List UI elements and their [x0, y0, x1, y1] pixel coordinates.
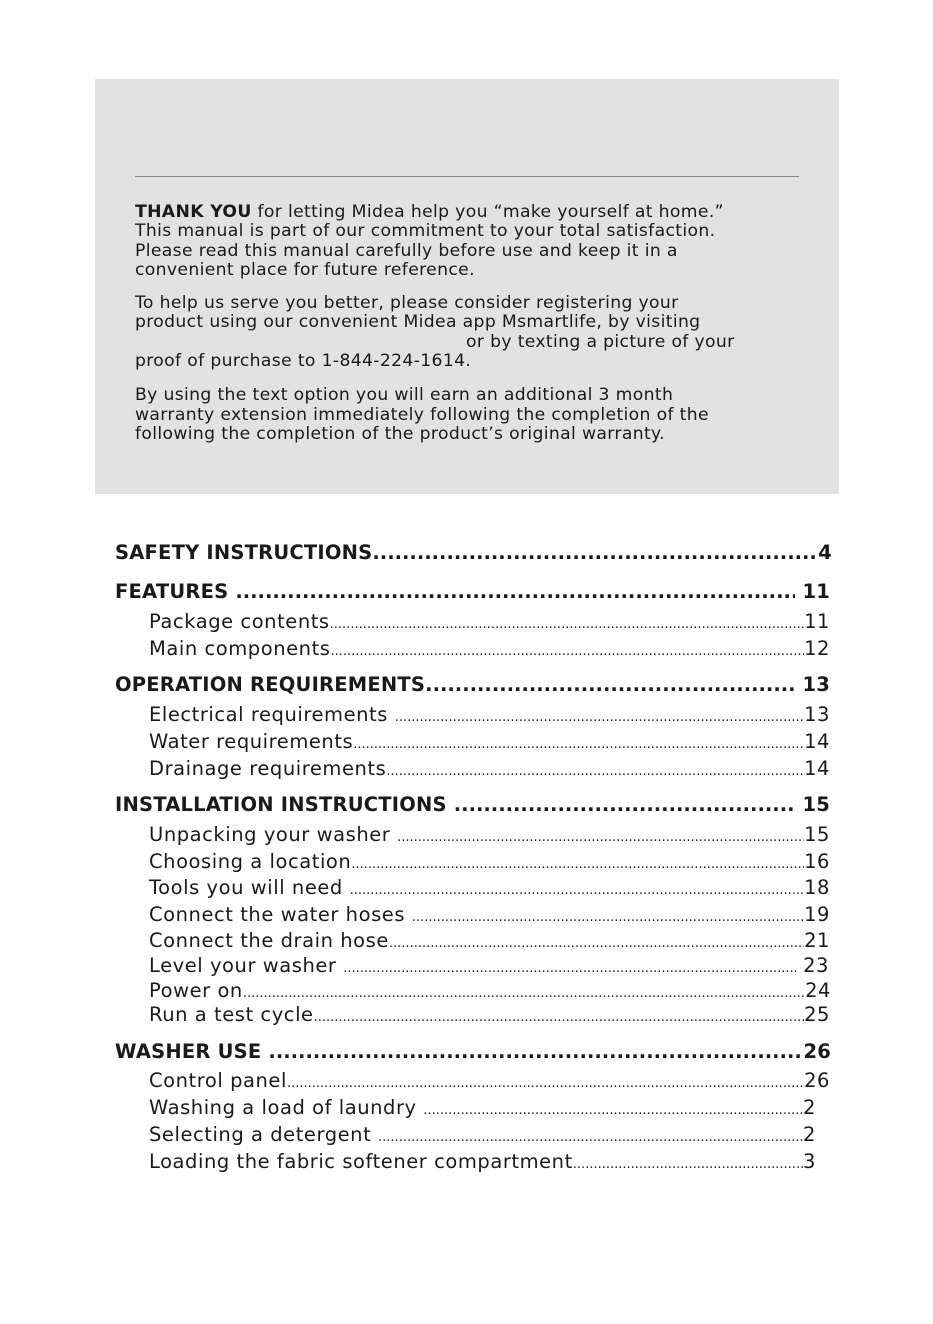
toc-page-number: 4: [818, 541, 832, 564]
toc-dot-leader: [389, 936, 804, 951]
toc-dot-leader: [573, 1157, 803, 1172]
toc-dot-leader: [350, 883, 804, 898]
intro-text-line: following the completion of the product’s original warranty.: [135, 423, 665, 444]
intro-text-line: Please read this manual carefully before use and keep it in a: [135, 240, 678, 261]
toc-entry-label: SAFETY INSTRUCTIONS: [115, 541, 373, 564]
toc-entry-label: Connect the water hoses: [149, 903, 412, 926]
intro-text: [135, 203, 815, 458]
toc-entry-label: FEATURES: [115, 580, 236, 603]
toc-dot-leader: [454, 793, 796, 816]
intro-text-line: To help us serve you better, please consider registering your: [135, 293, 679, 314]
toc-entry-label: Connect the drain hose: [149, 929, 389, 952]
toc-subsection-entry: [149, 1096, 816, 1119]
intro-paragraph-register: [135, 294, 815, 371]
toc-entry-label: INSTALLATION INSTRUCTIONS: [115, 793, 454, 816]
toc-page-number: 18: [804, 876, 830, 899]
toc-section-entry: [115, 541, 832, 564]
toc-entry-label: OPERATION REQUIREMENTS: [115, 673, 426, 696]
toc-page-number: 11: [804, 610, 830, 633]
intro-text-line: By using the text option you will earn an additional 3 month: [135, 385, 674, 406]
intro-text-line: warranty extension immediately following the completion of the: [135, 404, 709, 425]
toc-subsection-entry: [149, 1150, 816, 1173]
intro-text-line: product using our convenient Midea app Msmartlife, by visiting: [135, 312, 701, 333]
toc-page-number: 12: [804, 637, 830, 660]
toc-dot-leader: [378, 1130, 803, 1145]
toc-subsection-entry: [149, 979, 831, 1002]
intro-text-line: convenient place for future reference.: [135, 259, 475, 280]
intro-text-line: proof of purchase to 1-844-224-1614.: [135, 351, 472, 372]
toc-page-number: 2: [803, 1123, 816, 1146]
toc-dot-leader: [425, 673, 795, 696]
toc-entry-label: Water requirements: [149, 730, 354, 753]
toc-page-number: 19: [804, 903, 830, 926]
toc-section-entry: [115, 580, 830, 603]
toc-page-number: 15: [795, 793, 830, 816]
toc-subsection-entry: [149, 954, 829, 977]
toc-dot-leader: [423, 1103, 803, 1118]
toc-dot-leader: [243, 986, 805, 1001]
toc-page-number: 25: [804, 1003, 830, 1026]
toc-page-number: 26: [804, 1069, 830, 1092]
toc-page-number: 26: [803, 1040, 831, 1063]
toc-dot-leader: [412, 910, 804, 925]
toc-dot-leader: [330, 644, 804, 659]
toc-subsection-entry: [149, 757, 830, 780]
divider: [135, 176, 799, 177]
toc-subsection-entry: [149, 1003, 830, 1026]
toc-entry-label: Control panel: [149, 1069, 287, 1092]
toc-dot-leader: [268, 1040, 803, 1063]
toc-entry-label: Electrical requirements: [149, 703, 395, 726]
toc-dot-leader: [395, 710, 804, 725]
intro-paragraph-thank-you: [135, 203, 815, 280]
toc-page-number: 14: [804, 730, 830, 753]
toc-dot-leader: [314, 1010, 804, 1025]
toc-page-number: 11: [795, 580, 830, 603]
toc-entry-label: Drainage requirements: [149, 757, 387, 780]
intro-text-line: This manual is part of our commitment to your total satisfaction.: [135, 221, 716, 242]
toc-page-number: 13: [795, 673, 830, 696]
toc-entry-label: WASHER USE: [115, 1040, 269, 1063]
toc-section-entry: [115, 793, 830, 816]
toc-subsection-entry: [149, 637, 830, 660]
toc-dot-leader: [372, 541, 818, 564]
toc-entry-label: Unpacking your washer: [149, 823, 398, 846]
intro-text-line: or by texting a picture of your: [466, 331, 735, 352]
toc-entry-label: Main components: [149, 637, 331, 660]
toc-subsection-entry: [149, 730, 830, 753]
toc-subsection-entry: [149, 1069, 830, 1092]
toc-dot-leader: [353, 737, 804, 752]
toc-section-entry: [115, 1040, 831, 1063]
toc-subsection-entry: [149, 850, 830, 873]
toc-page-number: 14: [804, 757, 830, 780]
toc-page-number: 21: [804, 929, 830, 952]
toc-entry-label: Washing a load of laundry: [149, 1096, 424, 1119]
toc-entry-label: Tools you will need: [149, 876, 350, 899]
toc-entry-label: Selecting a detergent: [149, 1123, 379, 1146]
toc-dot-leader: [343, 961, 796, 976]
toc-entry-label: Choosing a location: [149, 850, 352, 873]
intro-paragraph-warranty: [135, 386, 815, 444]
toc-entry-label: Power on: [149, 979, 243, 1002]
toc-entry-label: Loading the fabric softener compartment: [149, 1150, 573, 1173]
toc-dot-leader: [330, 617, 804, 632]
toc-subsection-entry: [149, 929, 830, 952]
toc-entry-label: Package contents: [149, 610, 330, 633]
toc-subsection-entry: [149, 703, 830, 726]
intro-panel: [95, 79, 839, 494]
toc-page-number: 13: [804, 703, 830, 726]
toc-entry-label: Run a test cycle: [149, 1003, 314, 1026]
toc-subsection-entry: [149, 903, 830, 926]
toc-page-number: 15: [804, 823, 830, 846]
toc-subsection-entry: [149, 823, 830, 846]
toc-subsection-entry: [149, 876, 830, 899]
toc-page-number: 16: [804, 850, 830, 873]
thank-you-heading: THANK YOU: [135, 202, 252, 222]
toc-page-number: 23: [796, 954, 829, 977]
toc-dot-leader: [397, 830, 804, 845]
toc-section-entry: [115, 673, 830, 696]
toc-dot-leader: [386, 764, 804, 779]
toc-dot-leader: [351, 857, 804, 872]
toc-page-number: 3: [803, 1150, 816, 1173]
toc-page-number: 2: [803, 1096, 816, 1119]
toc-page-number: 24: [805, 979, 831, 1002]
toc-entry-label: Level your washer: [149, 954, 344, 977]
intro-text-line: for letting Midea help you “make yourself at home.”: [251, 202, 724, 222]
toc-subsection-entry: [149, 1123, 816, 1146]
toc-dot-leader: [235, 580, 795, 603]
toc-dot-leader: [287, 1076, 804, 1091]
toc-subsection-entry: [149, 610, 830, 633]
